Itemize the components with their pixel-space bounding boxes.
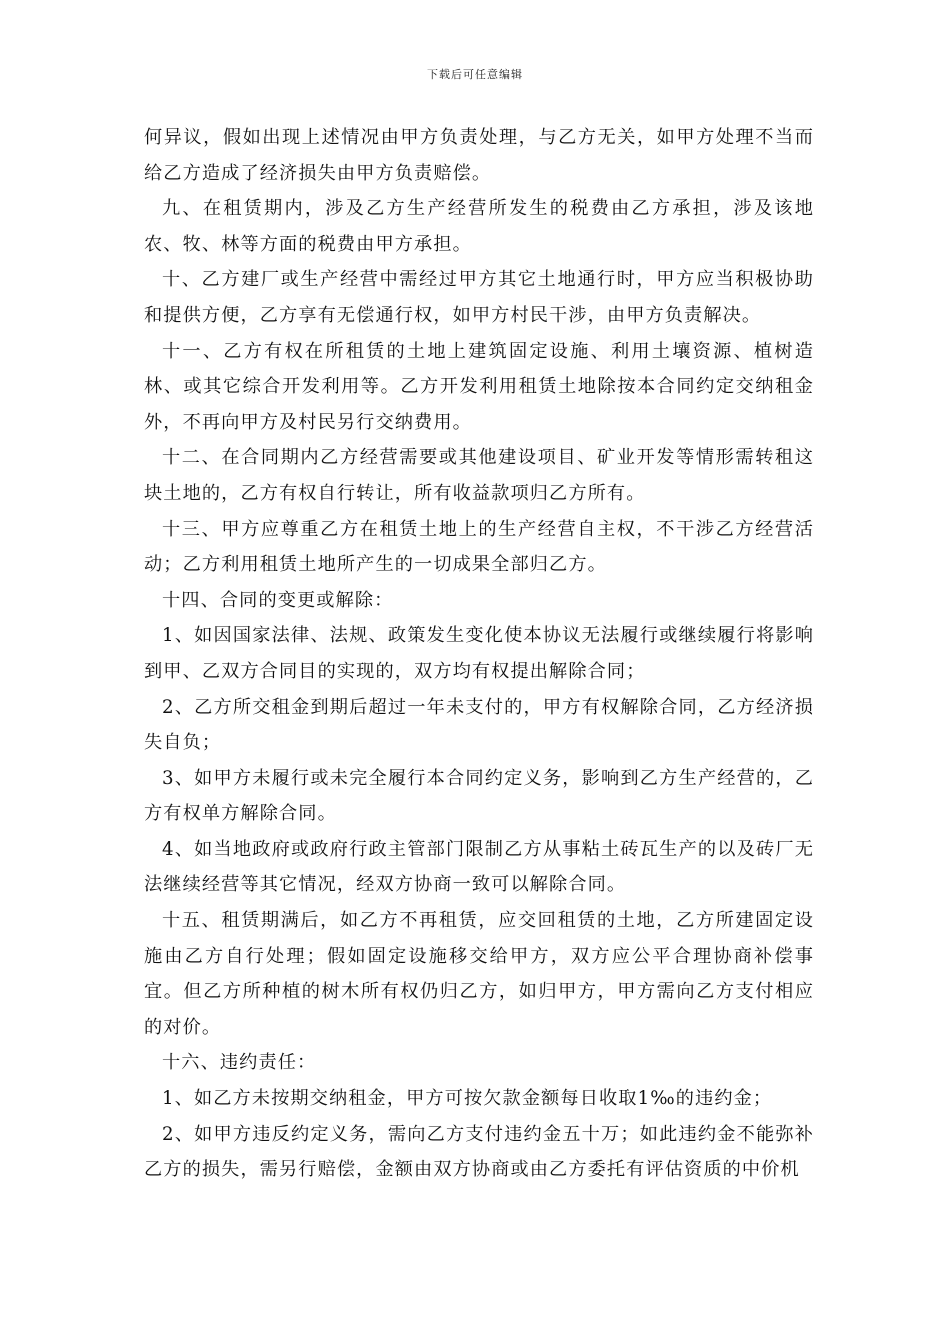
clause-10: 十、乙方建厂或生产经营中需经过甲方其它土地通行时，甲方应当积极协助和提供方便，乙方享有无偿通行权，如甲方村民干涉，由甲方负责解决。 <box>144 269 814 326</box>
document-body <box>144 120 814 1188</box>
clause-16-item-1: 1、如乙方未按期交纳租金，甲方可按欠款金额每日收取1‰的违约金； <box>162 1088 773 1110</box>
paragraph-continuation: 何异议，假如出现上述情况由甲方负责处理，与乙方无关，如甲方处理不当而给乙方造成了经济损失由甲方负责赔偿。 <box>144 127 814 184</box>
clause-9: 九、在租赁期内，涉及乙方生产经营所发生的税费由乙方承担，涉及该地农、牧、林等方面的税费由甲方承担。 <box>144 198 814 255</box>
clause-14-item-1: 1、如因国家法律、法规、政策发生变化使本协议无法履行或继续履行将影响到甲、乙双方合同目的实现的，双方均有权提出解除合同； <box>144 625 814 682</box>
clause-13: 十三、甲方应尊重乙方在租赁土地上的生产经营自主权，不干涉乙方经营活动；乙方利用租赁土地所产生的一切成果全部归乙方。 <box>144 518 814 576</box>
clause-12: 十二、在合同期内乙方经营需要或其他建设项目、矿业开发等情形需转租这块土地的，乙方有权自行转让，所有收益款项归乙方所有。 <box>144 447 814 504</box>
clause-14-item-2: 2、乙方所交租金到期后超过一年未支付的，甲方有权解除合同，乙方经济损失自负； <box>144 696 814 754</box>
clause-14-item-4: 4、如当地政府或政府行政主管部门限制乙方从事粘土砖瓦生产的以及砖厂无法继续经营等其它情况，经双方协商一致可以解除合同。 <box>144 838 814 896</box>
page-header: 下载后可任意编辑 <box>427 68 523 81</box>
clause-16-item-2: 2、如甲方违反约定义务，需向乙方支付违约金五十万；如此违约金不能弥补乙方的损失，需另行赔偿，金额由双方协商或由乙方委托有评估资质的中价机 <box>144 1123 814 1181</box>
clause-15: 十五、租赁期满后，如乙方不再租赁，应交回租赁的土地，乙方所建固定设施由乙方自行处理；假如固定设施移交给甲方，双方应公平合理协商补偿事宜。但乙方所种植的树木所有权仍归乙方，如归甲方，甲方需向乙方支付相应的对价。 <box>144 910 814 1038</box>
clause-14-item-3: 3、如甲方未履行或未完全履行本合同约定义务，影响到乙方生产经营的，乙方有权单方解除合同。 <box>144 767 814 825</box>
clause-16-heading: 十六、违约责任： <box>162 1052 317 1074</box>
clause-14-heading: 十四、合同的变更或解除： <box>162 589 394 611</box>
clause-11: 十一、乙方有权在所租赁的土地上建筑固定设施、利用土壤资源、植树造林、或其它综合开发利用等。乙方开发利用租赁土地除按本合同约定交纳租金外，不再向甲方及村民另行交纳费用。 <box>144 340 814 433</box>
